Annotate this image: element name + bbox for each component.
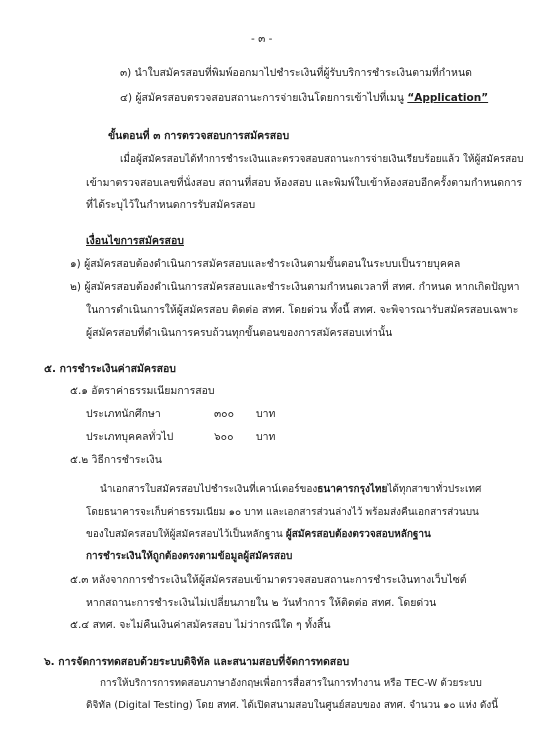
condition-item-2-line-1: ๒) ผู้สมัครสอบต้องดำเนินการสมัครสอบและชำระเงินตามกำหนดเวลาที่ สทศ. กำหนด หากเกิดปัญหา (70, 281, 520, 293)
condition-item-2-line-2: ในการดำเนินการให้ผู้สมัครสอบ ติดต่อ สทศ. โดยด่วน ทั้งนี้ สทศ. จะพิจารณารับสมัครสอบเฉพาะ (86, 304, 519, 316)
step-3-paragraph-line-3: ที่ได้ระบุไว้ในกำหนดการรับสมัครสอบ (86, 199, 256, 211)
fee-unit-general: บาท (256, 431, 276, 443)
step-3-heading: ขั้นตอนที่ ๓ การตรวจสอบการสมัครสอบ (108, 130, 290, 142)
step-4-prefix: ๔) ผู้สมัครสอบตรวจสอบสถานะการจ่ายเงินโดยการเข้าไปที่เมนู (120, 92, 408, 104)
section-6-line-2: ดิจิทัล (Digital Testing) โดย สทศ. ได้เปิดสนามสอบในศูนย์สอบของ สทศ. จำนวน ๑๐ แห่ง ดังนี้ (86, 700, 499, 711)
section-5-heading: ๕. การชำระเงินค่าสมัครสอบ (44, 363, 176, 375)
section-5-4-text: ๕.๔ สทศ. จะไม่คืนเงินค่าสมัครสอบ ไม่ว่ากรณีใด ๆ ทั้งสิ้น (70, 619, 331, 631)
step-3-paragraph-line-1: เมื่อผู้สมัครสอบได้ทำการชำระเงินและตรวจสอบสถานะการจ่ายเงินเรียบร้อยแล้ว ให้ผู้สมัครสอบ (120, 154, 524, 165)
section-6-line-1: การให้บริการการทดสอบภาษาอังกฤษเพื่อการสื่อสารในการทำงาน หรือ TEC-W ด้วยระบบ (100, 678, 482, 689)
step-4-text (120, 92, 488, 105)
payment-line-1-a: นำเอกสารใบสมัครสอบไปชำระเงินที่เคาน์เตอร์ของ (100, 484, 318, 495)
payment-line-3-emphasis: ผู้สมัครสอบต้องตรวจสอบหลักฐาน (285, 529, 431, 540)
step-3-text: ๓) นำใบสมัครสอบที่พิมพ์ออกมาไปชำระเงินที่ผู้รับบริการชำระเงินตามที่กำหนด (120, 67, 472, 79)
payment-line-3-a: ของใบสมัครสอบให้ผู้สมัครสอบไว้เป็นหลักฐาน (86, 529, 286, 540)
fee-amount-general: ๖๐๐ (214, 431, 234, 443)
payment-line-1-b: ได้ทุกสาขาทั่วประเทศ (387, 484, 482, 495)
payment-line-1 (100, 484, 481, 496)
fee-label-student: ประเภทนักศึกษา (86, 408, 161, 420)
conditions-heading: เงื่อนไขการสมัครสอบ (86, 235, 184, 247)
page-number: - ๓ - (251, 33, 273, 45)
section-5-1-heading: ๕.๑ อัตราค่าธรรมเนียมการสอบ (70, 385, 215, 397)
section-5-3-line-1: ๕.๓ หลังจากการชำระเงินให้ผู้สมัครสอบเข้ามาตรวจสอบสถานะการชำระเงินทางเว็บไซต์ (70, 574, 467, 586)
section-5-3-line-2: หากสถานะการชำระเงินไม่เปลี่ยนภายใน ๒ วันทำการ ให้ติดต่อ สทศ. โดยด่วน (86, 597, 437, 609)
bank-name: ธนาคารกรุงไทย (317, 484, 388, 495)
step-3-paragraph-line-2: เข้ามาตรวจสอบเลขที่นั่งสอบ สถานที่สอบ ห้องสอบ และพิมพ์ใบเข้าห้องสอบอีกครั้งตามกำหนดการ (86, 177, 523, 189)
fee-label-general: ประเภทบุคคลทั่วไป (86, 431, 174, 443)
condition-item-1: ๑) ผู้สมัครสอบต้องดำเนินการสมัครสอบและชำระเงินตามขั้นตอนในระบบเป็นรายบุคคล (70, 258, 461, 270)
condition-item-2-line-3: ผู้สมัครสอบที่ดำเนินการครบถ้วนทุกขั้นตอนของการสมัครสอบเท่านั้น (86, 327, 393, 339)
application-menu-name: “Application” (407, 92, 489, 104)
section-6-heading: ๖. การจัดการทดสอบด้วยระบบดิจิทัล และสนามสอบที่จัดการทดสอบ (44, 656, 350, 668)
payment-line-3 (86, 529, 431, 541)
fee-amount-student: ๓๐๐ (214, 408, 234, 420)
payment-line-4: การชำระเงินให้ถูกต้องตรงตามข้อมูลผู้สมัครสอบ (86, 551, 293, 562)
fee-unit-student: บาท (256, 408, 276, 420)
section-5-2-heading: ๕.๒ วิธีการชำระเงิน (70, 454, 162, 466)
payment-line-2: โดยธนาคารจะเก็บค่าธรรมเนียม ๑๐ บาท และเอกสารส่วนล่างไว้ พร้อมส่งคืนเอกสารส่วนบน (86, 507, 479, 518)
